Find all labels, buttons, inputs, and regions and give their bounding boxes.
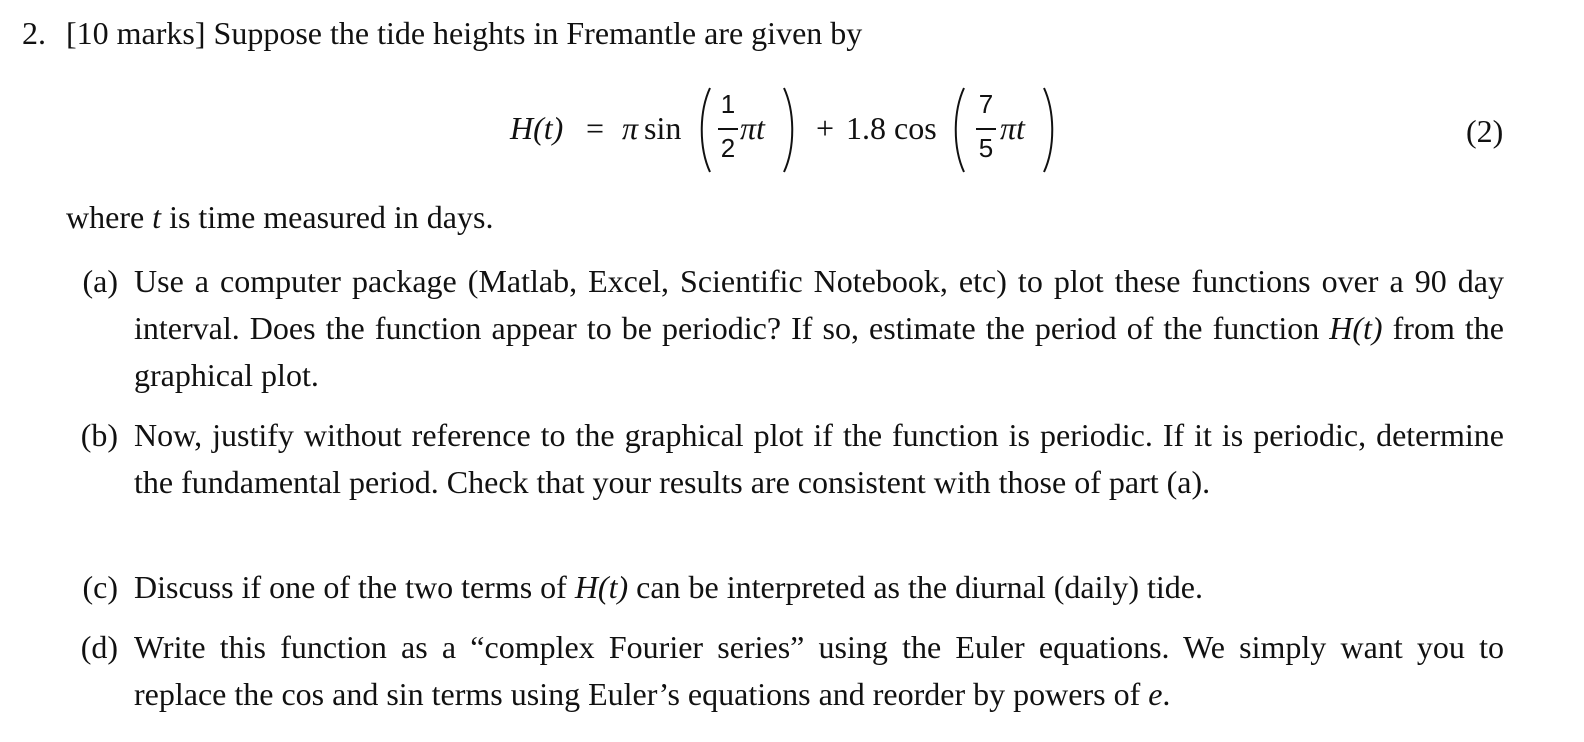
- where-variable: t: [152, 199, 162, 235]
- term1-function: sin: [644, 110, 682, 146]
- term1-fraction-numerator: 1: [720, 89, 736, 119]
- part-d-text-pre: Write this function as a “complex Fourier series” using the Euler equations. We simply want you to replace the cos and sin terms using Euler’s equations and reorder by powers of: [134, 629, 1504, 712]
- term2-fraction-numerator: 7: [978, 89, 994, 119]
- part-c-math: H(t): [574, 569, 629, 605]
- part-a-text-pre: Use a computer package (Matlab, Excel, Scientific Notebook, etc) to plot these functions over a 90 day interval. Does the function appear to be periodic? If so, estimate the period of the function: [134, 263, 1504, 346]
- term1-left-paren: [696, 86, 712, 174]
- term2-variable: πt: [1000, 110, 1025, 146]
- term1-coefficient: π: [622, 110, 639, 146]
- part-a-math: H(t): [1329, 310, 1383, 346]
- part-c-label: (c): [82, 569, 118, 605]
- part-d-math: e: [1148, 676, 1163, 712]
- part-b-label: (b): [80, 417, 118, 453]
- problem-number: 2.: [22, 15, 46, 51]
- part-d-label: (d): [80, 629, 118, 665]
- term2-right-paren: [1042, 86, 1058, 174]
- term1-right-paren: [782, 86, 798, 174]
- term1-fraction-bar: [718, 128, 738, 130]
- equation-plus: +: [816, 110, 835, 146]
- term2-fraction-bar: [976, 128, 996, 130]
- problem-header: [22, 14, 862, 52]
- part-d-text: [134, 624, 1504, 718]
- part-b-text: Now, justify without reference to the graphical plot if the function is periodic. If it is periodic, determine the fundamental period. Check that your results are consistent with those of part (a).: [134, 417, 1504, 500]
- where-pre: where: [66, 199, 153, 235]
- term2-coefficient: 1.8: [846, 110, 886, 146]
- term2-left-paren: [950, 86, 966, 174]
- part-c-text: [134, 564, 1504, 611]
- where-sentence: [66, 198, 493, 236]
- term2-function: cos: [894, 110, 937, 146]
- term1-variable: πt: [740, 110, 765, 146]
- part-c-text-pre: Discuss if one of the two terms of: [134, 569, 575, 605]
- problem-header-text: [10 marks] Suppose the tide heights in Fremantle are given by: [66, 15, 863, 51]
- equation-equals: =: [586, 110, 605, 146]
- where-post: is time measured in days.: [161, 199, 494, 235]
- part-c-text-post: can be interpreted as the diurnal (daily) tide.: [628, 569, 1203, 605]
- part-a-label: (a): [82, 263, 118, 299]
- part-d-text-post: .: [1162, 676, 1171, 712]
- equation-number: (2): [1466, 113, 1504, 149]
- part-a-text: [134, 258, 1504, 399]
- term2-fraction-denominator: 5: [978, 133, 994, 163]
- term1-fraction-denominator: 2: [720, 133, 736, 163]
- equation-lhs: H(t): [510, 110, 564, 146]
- part-a-text-post: from the graphical plot.: [134, 310, 1504, 393]
